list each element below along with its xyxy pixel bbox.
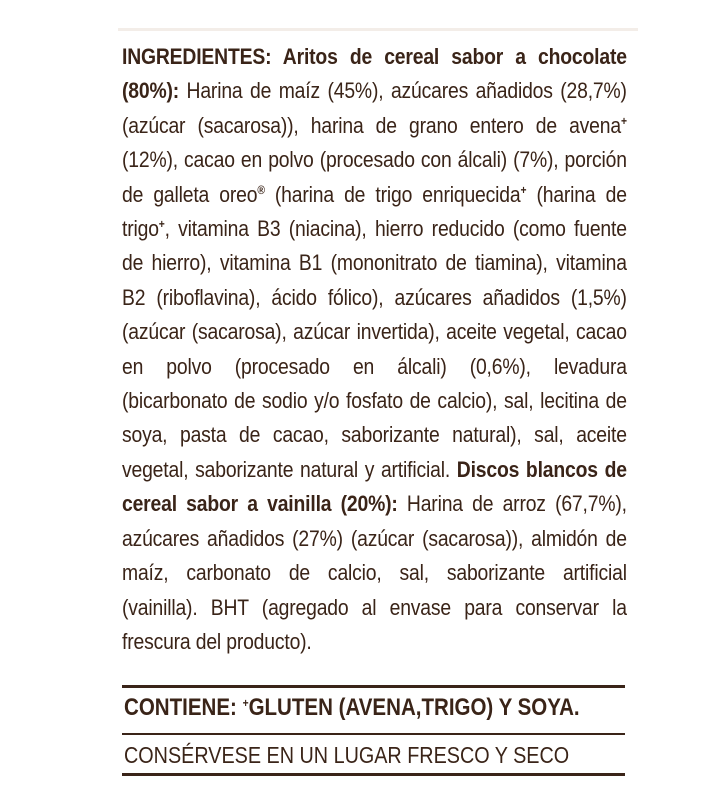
divider-bottom (122, 773, 625, 776)
contains-plus-mark: + (242, 696, 249, 710)
section2-heading: Discos blancos de cereal sabor a vainilla (20%): (122, 456, 627, 517)
plus-mark-1: + (620, 113, 627, 128)
plus-mark-2: + (520, 182, 527, 197)
ingredients-text-2: (12%), cacao en polvo (procesado con álcali) (7%), porción de galleta oreo (122, 147, 627, 207)
divider-middle (122, 733, 625, 735)
ingredients-text-1: Harina de maíz (45%), azúcares añadidos (28,7%) (azúcar (sacarosa)), harina de grano entero de avena (122, 78, 627, 138)
nutrition-label-panel (122, 34, 627, 774)
plus-mark-3: + (158, 217, 165, 232)
registered-mark: ® (257, 182, 265, 197)
divider-top (122, 685, 625, 688)
ingredients-paragraph (122, 40, 627, 659)
allergen-statement (124, 691, 626, 725)
ingredients-text-4: (harina de trigo (122, 181, 627, 242)
ingredients-text-5: , vitamina B3 (niacina), hierro reducido (como fuente de hierro), vitamina B1 (mononitrato de tiamina), vitamina B2 (riboflavina), ácido fólico), azúcares añadidos (1,5%) (azúcar (sacarosa), azúcar invertida), aceite vegetal, cacao en polvo (procesado en álcali) (0,6%), levadura (bicarbonato de sodio y/o fosfato de calcio), sal, lecitina de soya, pasta de cacao, saborizante natural), sal, aceite vegetal, saborizante natural y artificial. (122, 216, 627, 482)
ingredients-text-3: (harina de trigo enriquecida (264, 181, 521, 207)
ingredients-heading: INGREDIENTES: Aritos de cereal sabor a chocolate (80%): (122, 44, 627, 104)
storage-instructions: CONSÉRVESE EN UN LUGAR FRESCO Y SECO (124, 742, 570, 768)
contains-label: CONTIENE: (124, 694, 243, 721)
contains-text: GLUTEN (AVENA,TRIGO) Y SOYA. (248, 694, 580, 721)
label-top-edge (118, 28, 638, 31)
ingredients-text-6: Harina de arroz (67,7%), azúcares añadidos (27%) (azúcar (sacarosa)), almidón de maíz, carbonato de calcio, sal, saborizante artificial (vainilla). BHT (agregado al envase para conservar la frescura del producto). (122, 491, 627, 654)
